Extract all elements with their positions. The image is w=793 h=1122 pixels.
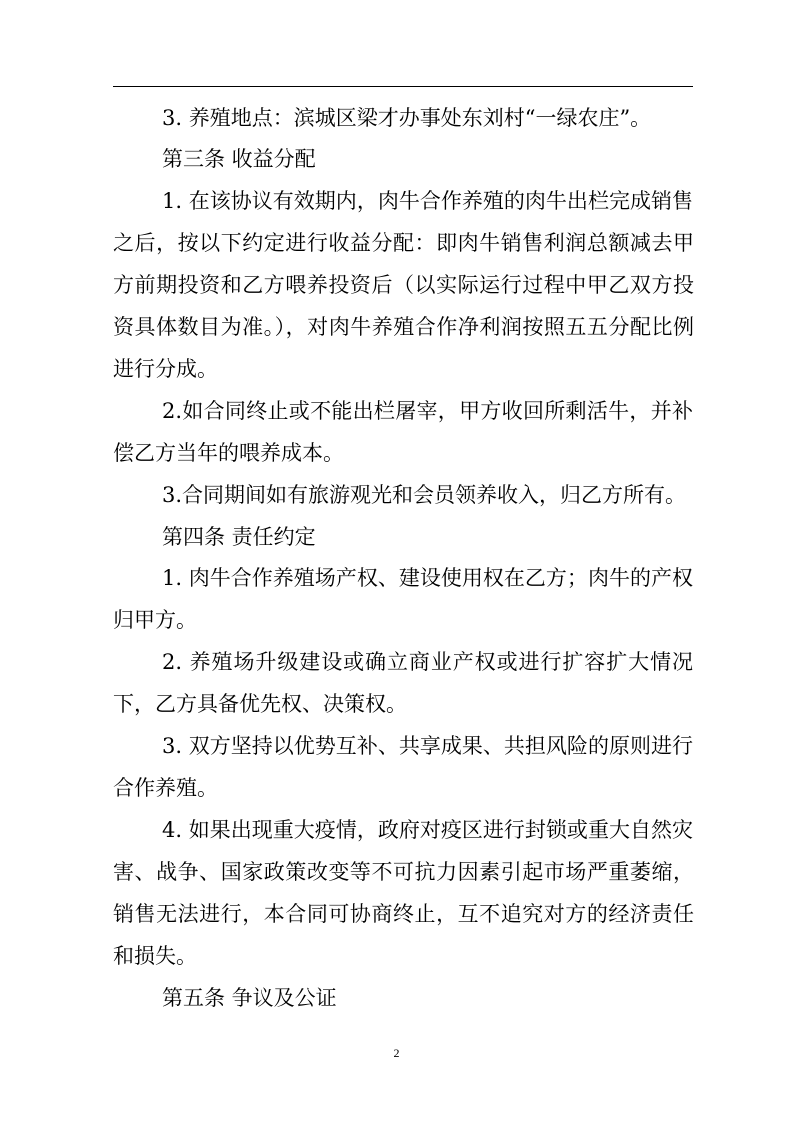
paragraph-line: 和损失。 [113,944,197,968]
article-4-heading: 第四条 责任约定 [162,525,316,549]
paragraph-line: 2. 养殖场升级建设或确立商业产权或进行扩容扩大情况 [162,650,693,674]
paragraph-line: 资具体数目为准。），对肉牛养殖合作净利润按照五五分配比例 [113,315,694,339]
clause-3-3-location: 3. 养殖地点：滨城区梁才办事处东刘村“一绿农庄”。 [162,106,652,130]
paragraph-line: 进行分成。 [113,357,218,381]
paragraph-line: 偿乙方当年的喂养成本。 [113,441,344,465]
page-number: 2 [393,1046,400,1060]
paragraph-line: 3. 双方坚持以优势互补、共享成果、共担风险的原则进行 [162,734,693,758]
article-5-heading: 第五条 争议及公证 [162,986,337,1010]
paragraph-line: 方前期投资和乙方喂养投资后（以实际运行过程中甲乙双方投 [113,273,694,297]
paragraph-line: 3.合同期间如有旅游观光和会员领养收入，归乙方所有。 [162,483,687,507]
article-3-heading: 第三条 收益分配 [162,147,316,171]
paragraph-line: 合作养殖。 [113,776,218,800]
paragraph-line: 之后，按以下约定进行收益分配：即肉牛销售利润总额减去甲 [113,231,694,255]
paragraph-line: 归甲方。 [113,608,197,632]
header-rule [113,86,693,87]
paragraph-line: 销售无法进行，本合同可协商终止，互不追究对方的经济责任 [113,902,694,926]
paragraph-line: 4. 如果出现重大疫情，政府对疫区进行封锁或重大自然灾 [162,818,693,842]
paragraph-line: 下，乙方具备优先权、决策权。 [113,692,407,716]
paragraph-line: 2.如合同终止或不能出栏屠宰，甲方收回所剩活牛，并补 [162,399,693,423]
paragraph-line: 害、战争、国家政策改变等不可抗力因素引起市场严重萎缩， [113,860,694,884]
paragraph-line: 1. 在该协议有效期内，肉牛合作养殖的肉牛出栏完成销售 [162,189,693,213]
paragraph-line: 1. 肉牛合作养殖场产权、建设使用权在乙方；肉牛的产权 [162,566,693,590]
